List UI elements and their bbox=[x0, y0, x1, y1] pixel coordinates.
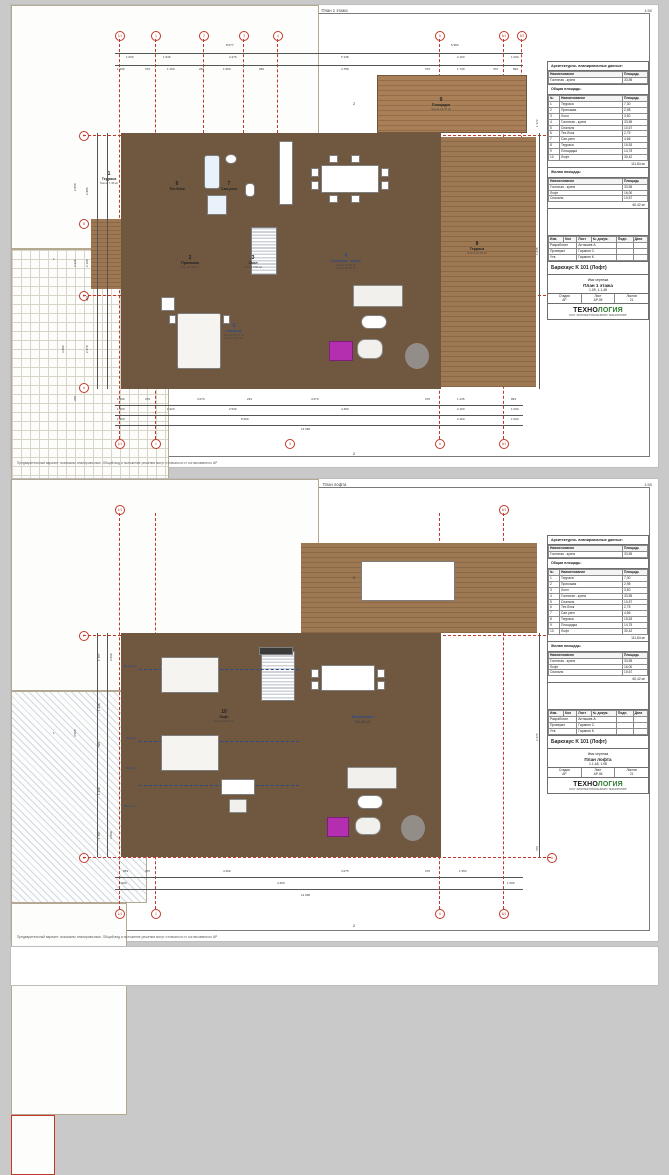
sheet-title: План 1 этажа bbox=[321, 8, 348, 13]
table-row: 1 Терраса 7,30 bbox=[549, 101, 648, 107]
table-row: 7 Сан.узел 4,66 bbox=[549, 137, 648, 143]
dim-value: 370 bbox=[535, 845, 539, 851]
axis-bubble: 6/1 bbox=[499, 505, 509, 515]
blue-note: ВН 1,07м bbox=[124, 805, 136, 808]
sheet-floor1 bbox=[10, 4, 659, 468]
table-revisions: Изм. Кол Лист № докум. Подп. Дата Разработал Антышев А. Проверил Гаранин С. Утв. Гаранин К. bbox=[548, 236, 648, 261]
dim-value: 4 070 bbox=[197, 397, 205, 401]
dim-value: 1 000 bbox=[511, 55, 519, 59]
chair bbox=[381, 181, 389, 190]
section-mark-top: 2 bbox=[353, 101, 356, 106]
table-row: 2 Прихожая 2,98 bbox=[549, 107, 648, 113]
dim-value: 2 985 bbox=[85, 187, 89, 195]
company-subtitle: ООО "АРХИТЕКТУРНОЕ БЮРО ТЕХНОЛОГИЯ" bbox=[568, 788, 628, 792]
room-label-4: 4 Гостиная - кухня Sпола 33,55 м² Sокон 14,66 м² bbox=[331, 253, 361, 271]
axis-bubble: 4 bbox=[273, 31, 283, 41]
dim-value: 1 372 bbox=[535, 119, 539, 127]
roof-opening bbox=[361, 561, 455, 601]
axis-bubble: Г bbox=[79, 631, 89, 641]
table-row: 10 Лофт 30,42 bbox=[549, 155, 648, 161]
dim-value: 1 060 bbox=[117, 417, 125, 421]
loft-stair-area bbox=[11, 1115, 55, 1175]
chair bbox=[351, 195, 360, 203]
title-block bbox=[547, 535, 649, 794]
dining-table bbox=[321, 665, 375, 691]
dim-value: 1 546 bbox=[163, 55, 171, 59]
stage-row bbox=[548, 767, 648, 778]
total-area-value: 111,84 м² bbox=[631, 162, 645, 167]
table-total-area: № Наименование Площадь 1 Терраса 7,30 2 Прихожая 2,98 3 Холл 3,50 4 Гостиная - кухня 33,55 5 Спальня 10,67 6 Тех.блок 2,75 7 Сан.узел 4,66 8 Терраса 15,53 9 Площадка 14,75 10 Лофт 30,42 bbox=[548, 95, 648, 161]
appliance-highlight bbox=[329, 341, 353, 361]
blue-note: ВН 1,9м bbox=[126, 737, 136, 740]
dim-value: 8 900 bbox=[241, 417, 249, 421]
plant bbox=[401, 815, 425, 841]
table-row: 6 Тех.блок 2,75 bbox=[549, 131, 648, 137]
room-label-3: 3 Холл Sпола 3,50 м² bbox=[244, 255, 262, 269]
sheets-cell: Листов 21 bbox=[626, 768, 637, 777]
section-mark-bottom: 2 bbox=[353, 451, 356, 456]
table-row: 10 Лофт 30,42 bbox=[549, 629, 648, 635]
kitchen-counter bbox=[279, 141, 293, 205]
project-title: Баркхаус K 101 (Лофт) bbox=[548, 262, 648, 275]
axis-bubble: 1 bbox=[151, 31, 161, 41]
wardrobe bbox=[161, 297, 175, 311]
dim-value: 1 000 bbox=[507, 881, 515, 885]
dim-value: 1 150 bbox=[167, 67, 175, 71]
total-area-value: 111,84 м² bbox=[631, 636, 645, 641]
armchair bbox=[357, 339, 383, 359]
sheet-footnote: Предварительный вариант: возможны планировочные. Общий вид и положение решения могут отличаться от согласованного АР bbox=[17, 461, 218, 465]
dim-value: 1 920 bbox=[167, 407, 175, 411]
dim-value: 1 730 bbox=[457, 67, 465, 71]
axis-bubble: 5 bbox=[285, 439, 295, 449]
dim-value: 2 099 bbox=[109, 653, 113, 661]
table-row: Разработал Антышев А. bbox=[549, 717, 648, 723]
dim-value: 2 860 bbox=[73, 183, 77, 191]
table-row: Гостиная - кухня 33,55 bbox=[549, 552, 648, 558]
drawing-sub: 1.1.48, 1.98 bbox=[589, 762, 607, 767]
bed bbox=[161, 657, 219, 693]
dim-value: 1 000 bbox=[126, 55, 134, 59]
dim-overall-top: 8 077 bbox=[226, 43, 234, 47]
section-mark-top: 2 bbox=[353, 575, 356, 580]
dim-value: 4 299 bbox=[223, 869, 231, 873]
dim-value: 1 000 bbox=[511, 407, 519, 411]
room-label-1: 1 Терраса Sпола 7,30 м² bbox=[100, 171, 118, 185]
dim-value: 1 707 bbox=[97, 831, 101, 839]
col-head: Площадь bbox=[623, 72, 648, 78]
dim-value: 2 474 bbox=[535, 733, 539, 741]
nightstand bbox=[169, 315, 176, 324]
dim-value: 1 035 bbox=[535, 247, 539, 255]
stage-cell: Стадия АР bbox=[548, 294, 582, 303]
stamp-header: Архитектурно- планировочные данные: bbox=[548, 62, 648, 71]
dim-chain-bottom bbox=[115, 877, 523, 878]
dim-value: 1 950 bbox=[223, 67, 231, 71]
axis-bubble: Г bbox=[79, 131, 89, 141]
dim-value: 370 bbox=[73, 395, 77, 401]
dim-value: 1 006 bbox=[117, 67, 125, 71]
coffee-table bbox=[361, 315, 387, 329]
dim-chain-bottom bbox=[115, 425, 523, 426]
sofa bbox=[353, 285, 403, 307]
table-row: 3 Холл 3,50 bbox=[549, 587, 648, 593]
col-head: Наименование bbox=[549, 72, 623, 78]
table-living-area: Наименование Площадь Гостиная - кухня 33,55 Лофт 16,00 Спальня 10,67 bbox=[548, 652, 648, 677]
title-block bbox=[547, 61, 649, 320]
room-label-8: 8 Терраса Sпола 15,53 м² bbox=[467, 241, 487, 255]
sheet-next-partial bbox=[10, 946, 659, 986]
axis-bubble: 6 bbox=[435, 909, 445, 919]
dim-value: 4 450 bbox=[341, 407, 349, 411]
table-row: 1 Терраса 7,30 bbox=[549, 575, 648, 581]
company-logo: ТЕХНОЛОГИЯ ООО "АРХИТЕКТУРНОЕ БЮРО ТЕХНОЛОГИЯ" bbox=[548, 778, 648, 793]
dim-value: 1 953 bbox=[459, 869, 467, 873]
armchair bbox=[229, 799, 247, 813]
table-row: 4 Гостиная - кухня 33,55 bbox=[549, 593, 648, 599]
chair bbox=[377, 669, 385, 678]
dim-chain-left bbox=[97, 133, 98, 389]
drawing-name-block bbox=[548, 275, 648, 293]
sheet-loft bbox=[10, 478, 659, 942]
table-total-area: № Наименование Площадь 1 Терраса 7,30 2 Прихожая 2,98 3 Холл 3,50 4 Гостиная - кухня 33,55 5 Спальня 10,67 6 Тех.блок 2,75 7 Сан.узел 4,66 8 Терраса 15,53 9 Площадка 14,75 10 Лофт 30,42 bbox=[548, 569, 648, 635]
axis-bubble: 1/1 bbox=[115, 31, 125, 41]
dim-chain-left bbox=[107, 633, 108, 857]
table-row: Утв. Гаранин К. bbox=[549, 255, 648, 261]
axis-bubble: 6 bbox=[435, 439, 445, 449]
dim-value: 1 448 bbox=[97, 787, 101, 795]
axis-bubble: Б bbox=[79, 291, 89, 301]
chair bbox=[329, 195, 338, 203]
dim-chain-top bbox=[115, 53, 523, 54]
dim-value: 4 070 bbox=[311, 397, 319, 401]
dim-value: 953 bbox=[123, 869, 129, 873]
room-label-9: 9 Площадка Sпола 14,75 м² bbox=[431, 97, 451, 111]
table-row: 9 Площадка 14,75 bbox=[549, 149, 648, 155]
chair bbox=[311, 681, 319, 690]
dim-value: 4 500 bbox=[73, 729, 77, 737]
washbasin bbox=[225, 154, 237, 164]
table-row: Спальня 10,67 bbox=[549, 196, 648, 202]
axis-bubble: А bbox=[79, 383, 89, 393]
dim-value: 370 bbox=[145, 869, 151, 873]
table-revisions: Изм. Кол Лист № докум. Подп. Дата Разработал Антышев А. Проверил Гаранин С. Утв. Гаранин К. bbox=[548, 710, 648, 735]
blue-note: ВН 1,912м bbox=[123, 665, 137, 668]
table-row: Гостиная - кухня 33,55 bbox=[549, 184, 648, 190]
dim-value: 2 100 bbox=[457, 407, 465, 411]
axis-bubble: 1 bbox=[151, 909, 161, 919]
dim-value: 2 530 bbox=[229, 407, 237, 411]
chair bbox=[311, 669, 319, 678]
chair bbox=[329, 155, 338, 163]
stamp-total-area-title: Общая площадь: bbox=[548, 559, 648, 568]
dim-value: 1 445 bbox=[457, 397, 465, 401]
room-label-5: 5 Спальня Sпола 10,67 м² Sокон 2,98 м² bbox=[224, 323, 244, 341]
drawing-label: Имя чертежа bbox=[587, 278, 609, 283]
dim-value: 370 bbox=[85, 295, 89, 301]
shower-tray bbox=[207, 195, 227, 215]
table-row: Гостиная - кухня 33,55 bbox=[549, 658, 648, 664]
dim-value: 893 bbox=[511, 397, 517, 401]
stamp-total-area-title: Общая площадь: bbox=[548, 85, 648, 94]
axis-bubble: В bbox=[79, 219, 89, 229]
dim-value: 1 060 bbox=[119, 881, 127, 885]
axis-bubble: 1/1 bbox=[115, 439, 125, 449]
dim-value: 2 400 bbox=[457, 417, 465, 421]
dim-value: 4 758 bbox=[341, 67, 349, 71]
stamp-header: Архитектурно- планировочные данные: bbox=[548, 536, 648, 545]
stamp-living-area-title: Жилая площадь: bbox=[548, 642, 648, 651]
dim-value: 2 670 bbox=[85, 345, 89, 353]
axis-bubble: 1/1 bbox=[115, 909, 125, 919]
table-row: 2 Прихожая 2,98 bbox=[549, 581, 648, 587]
terrace-8-deck bbox=[441, 137, 536, 387]
dim-value: 5 138 bbox=[341, 55, 349, 59]
dim-overall-bottom: 12 060 bbox=[301, 893, 311, 897]
drawing-sub: 1.09, 1.1,48 bbox=[589, 288, 607, 293]
staircase bbox=[261, 651, 295, 701]
dim-value: 2 330 bbox=[73, 259, 77, 267]
drawing-name: План лофта bbox=[584, 757, 612, 763]
dim-value: 2 100 bbox=[85, 259, 89, 267]
table-row: 9 Площадка 14,75 bbox=[549, 623, 648, 629]
dim-mark: 1 bbox=[53, 257, 55, 261]
dim-chain-left bbox=[107, 133, 108, 389]
table-row: 7 Сан.узел 4,66 bbox=[549, 611, 648, 617]
dim-value: 528 bbox=[97, 741, 101, 747]
dim-value: 3 980 bbox=[61, 345, 65, 353]
table-row: 4 Гостиная - кухня 33,55 bbox=[549, 119, 648, 125]
dim-value: 893 bbox=[513, 67, 519, 71]
dim-chain-top bbox=[115, 65, 523, 66]
table-row: Гостиная - кухня 33,55 bbox=[549, 78, 648, 84]
dining-table bbox=[321, 165, 379, 193]
dim-chain-right bbox=[539, 133, 540, 389]
axis-bubble: 3 bbox=[239, 31, 249, 41]
sheet-scale: 1:50 bbox=[644, 482, 652, 487]
dim-value: 4 450 bbox=[277, 881, 285, 885]
armchair bbox=[355, 817, 381, 835]
sheets-cell: Листов 21 bbox=[626, 294, 637, 303]
dim-value: 2 100 bbox=[457, 55, 465, 59]
axis-bubble: А bbox=[79, 853, 89, 863]
axis-bubble: 6/1 bbox=[499, 31, 509, 41]
stage-cell: Стадия АР bbox=[548, 768, 582, 777]
coffee-table bbox=[357, 795, 383, 809]
axis-line bbox=[83, 857, 551, 858]
room-label-7: 7 Сан.узел bbox=[221, 181, 237, 192]
section-mark-bottom: 2 bbox=[353, 923, 356, 928]
table-living-area: Наименование Площадь Гостиная - кухня 33,55 Лофт 16,00 Спальня 10,67 bbox=[548, 178, 648, 203]
room-label-6: 6 Тех.блок bbox=[169, 181, 185, 192]
dim-value: 370 bbox=[145, 67, 151, 71]
stage-row bbox=[548, 293, 648, 304]
axis-bubble: 6/1 bbox=[499, 439, 509, 449]
table-row: Спальня 10,67 bbox=[549, 670, 648, 676]
living-area-value: 60,42 м² bbox=[632, 677, 645, 682]
dim-value: 370 bbox=[425, 397, 431, 401]
sheet-title: План лофта bbox=[322, 482, 347, 487]
drawing-name-block bbox=[548, 749, 648, 767]
dim-value: 1 000 bbox=[117, 407, 125, 411]
axis-bubble: 1 bbox=[151, 439, 161, 449]
desk bbox=[221, 779, 255, 795]
bed bbox=[161, 735, 219, 771]
chair bbox=[377, 681, 385, 690]
axis-bubble: 1/1 bbox=[115, 505, 125, 515]
ceiling-height-line bbox=[139, 785, 299, 786]
dim-value: 250 bbox=[259, 67, 265, 71]
axis-bubble: 6/2 bbox=[517, 31, 527, 41]
table-row: Лофт 16,00 bbox=[549, 190, 648, 196]
company-logo: ТЕХНОЛОГИЯ ООО "АРХИТЕКТУРНОЕ БЮРО ТЕХНОЛОГИЯ" bbox=[548, 304, 648, 319]
project-title: Баркхаус K 101 (Лофт) bbox=[548, 736, 648, 749]
table-row: 5 Спальня 10,67 bbox=[549, 125, 648, 131]
room-label-void: Второй свет 30,42 м² bbox=[352, 715, 374, 725]
sofa bbox=[347, 767, 397, 789]
table-row: Проверил Гаранин С. bbox=[549, 249, 648, 255]
room-label-10: 10 Лофт Sпола 30,42 м² bbox=[214, 709, 234, 723]
drawing-name: План 1 этажа bbox=[583, 283, 613, 289]
dim-value: 2 276 bbox=[229, 55, 237, 59]
dim-chain-bottom bbox=[115, 889, 523, 890]
table-row: 3 Холл 3,50 bbox=[549, 113, 648, 119]
appliance-highlight bbox=[327, 817, 349, 837]
tv-unit bbox=[259, 647, 293, 655]
axis-bubble: 2 bbox=[199, 31, 209, 41]
table-row: Лофт 16,00 bbox=[549, 664, 648, 670]
sheet-scale: 1:50 bbox=[644, 8, 652, 13]
table-row: 5 Спальня 10,67 bbox=[549, 599, 648, 605]
table-row: Утв. Гаранин К. bbox=[549, 729, 648, 735]
stamp-living-area-title: Жилая площадь: bbox=[548, 168, 648, 177]
drawing-label: Имя чертежа bbox=[587, 752, 609, 757]
dim-value: 234 bbox=[247, 397, 253, 401]
dim-value: 370 bbox=[145, 397, 151, 401]
table-planning-data bbox=[548, 71, 648, 84]
dim-chain-bottom bbox=[115, 415, 523, 416]
room-label-2: 2 Прихожая Sпола 2,98 м² bbox=[181, 255, 199, 269]
company-subtitle: ООО "АРХИТЕКТУРНОЕ БЮРО ТЕХНОЛОГИЯ" bbox=[568, 314, 628, 318]
chair bbox=[311, 181, 319, 190]
dim-value: 1 006 bbox=[117, 397, 125, 401]
dim-chain-right bbox=[539, 633, 540, 857]
dim-value: 1 000 bbox=[511, 417, 519, 421]
table-row: Разработал Антышев А. bbox=[549, 243, 648, 249]
axis-line bbox=[119, 513, 120, 909]
dim-overall-top: 5 983 bbox=[451, 43, 459, 47]
axis-bubble: 6 bbox=[435, 31, 445, 41]
bed bbox=[177, 313, 221, 369]
plant bbox=[405, 343, 429, 369]
table-row: 8 Терраса 15,53 bbox=[549, 143, 648, 149]
table-row: 6 Тех.блок 2,75 bbox=[549, 605, 648, 611]
dim-value: 370 bbox=[425, 67, 431, 71]
dim-chain-bottom bbox=[115, 405, 523, 406]
chair bbox=[311, 168, 319, 177]
dim-value: 1 438 bbox=[97, 703, 101, 711]
dim-mark: 1 bbox=[53, 731, 55, 735]
chair bbox=[381, 168, 389, 177]
axis-bubble: А bbox=[547, 853, 557, 863]
table-planning-data: Наименование Площадь Гостиная - кухня 33,55 bbox=[548, 545, 648, 558]
chair bbox=[351, 155, 360, 163]
dim-value: 4 075 bbox=[341, 869, 349, 873]
dim-value: 2 099 bbox=[109, 831, 113, 839]
axis-bubble: 6/1 bbox=[499, 909, 509, 919]
watermark bbox=[628, 421, 632, 431]
sheet-cell: Лист АР-05 bbox=[582, 294, 616, 303]
table-row: Проверил Гаранин С. bbox=[549, 723, 648, 729]
dim-value: 1 707 bbox=[97, 653, 101, 661]
sheet-cell: Лист АР-06 bbox=[582, 768, 616, 777]
dim-value: 266 bbox=[199, 67, 205, 71]
sheet-footnote: Предварительный вариант: возможны планировочные. Общий вид и положение решения могут отличаться от согласованного АР bbox=[17, 935, 218, 939]
dim-overall-bottom: 13 060 bbox=[301, 427, 311, 431]
table-row: 8 Терраса 15,53 bbox=[549, 617, 648, 623]
dim-value: 370 bbox=[425, 869, 431, 873]
blue-note: ВН 1,5м bbox=[126, 767, 136, 770]
living-area-value: 60,42 м² bbox=[632, 203, 645, 208]
dim-value: 370 bbox=[493, 67, 499, 71]
